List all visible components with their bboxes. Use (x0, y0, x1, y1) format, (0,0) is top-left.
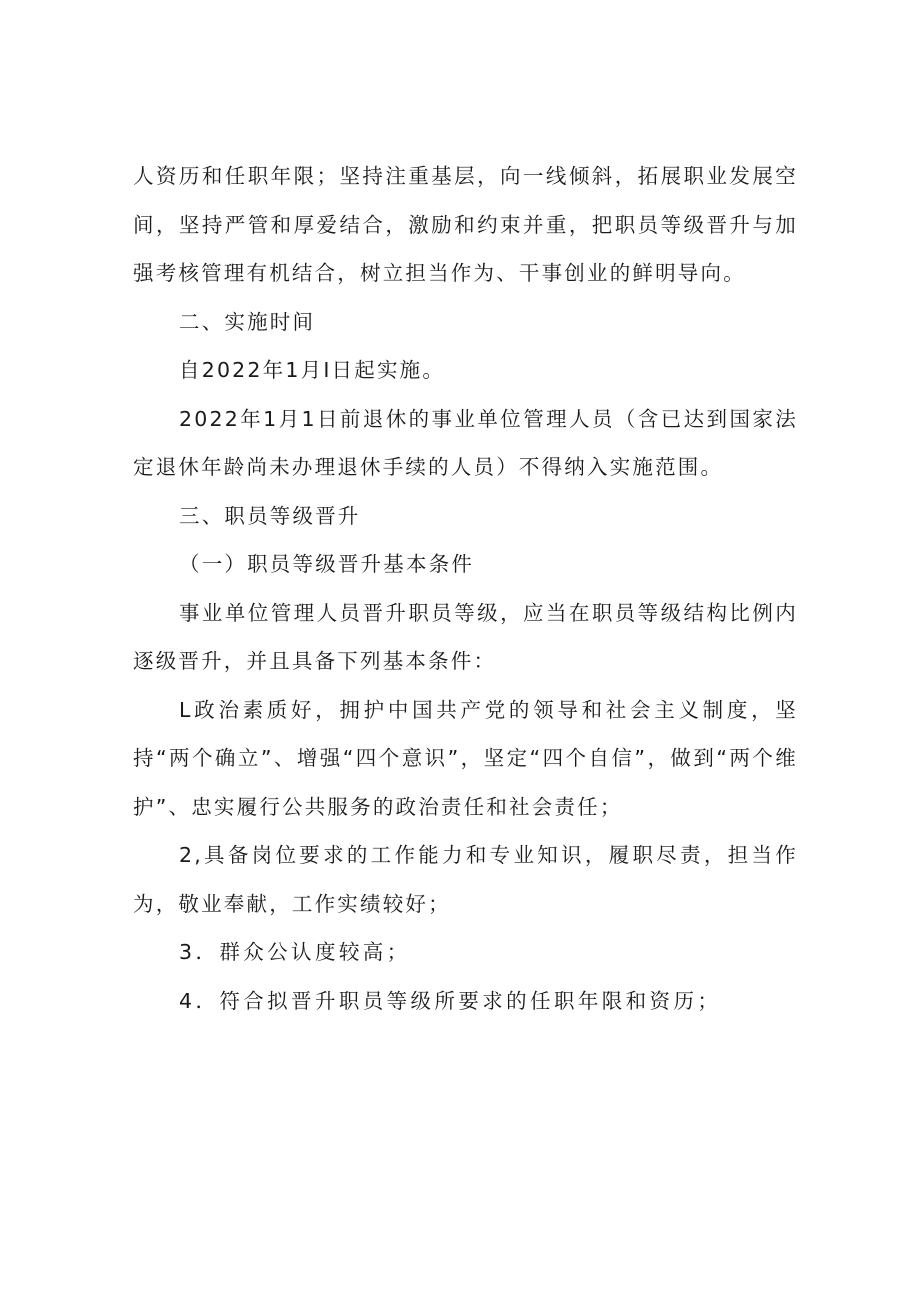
subsection-heading-basic-conditions: （一）职员等级晋升基本条件 (179, 552, 475, 576)
list-item-condition-4: 4．符合拟晋升职员等级所要求的任职年限和资历； (179, 988, 722, 1013)
paragraph-continuation: 人资历和任职年限；坚持注重基层，向一线倾斜，拓展职业发展空间，坚持严管和厚爱结合，激励和约束并重，把职员等级晋升与加强考核管理有机结合，树立担当作为、干事创业的鲜明导向。 (133, 164, 798, 285)
paragraph-effective-date: 自2022年1月I日起实施。 (179, 358, 446, 382)
paragraph-conditions-intro: 事业单位管理人员晋升职员等级，应当在职员等级结构比例内逐级晋升，并且具备下列基本条件： (133, 600, 798, 673)
section-heading-promotion: 三、职员等级晋升 (179, 503, 361, 528)
list-item-condition-1: L政治素质好，拥护中国共产党的领导和社会主义制度，坚持“两个确立”、增强“四个意识”，坚定“四个自信”，做到“两个维护”、忠实履行公共服务的政治责任和社会责任； (133, 697, 798, 819)
paragraph-exclusion: 2022年1月1日前退休的事业单位管理人员（含已达到国家法定退休年龄尚未办理退休手续的人员）不得纳入实施范围。 (133, 406, 798, 479)
list-item-condition-2: 2,具备岗位要求的工作能力和专业知识，履职尽责，担当作为，敬业奉献，工作实绩较好； (133, 843, 798, 916)
document-body (133, 152, 798, 1025)
section-heading-implementation-time: 二、实施时间 (179, 309, 316, 334)
list-item-condition-3: 3．群众公认度较高； (179, 940, 411, 964)
